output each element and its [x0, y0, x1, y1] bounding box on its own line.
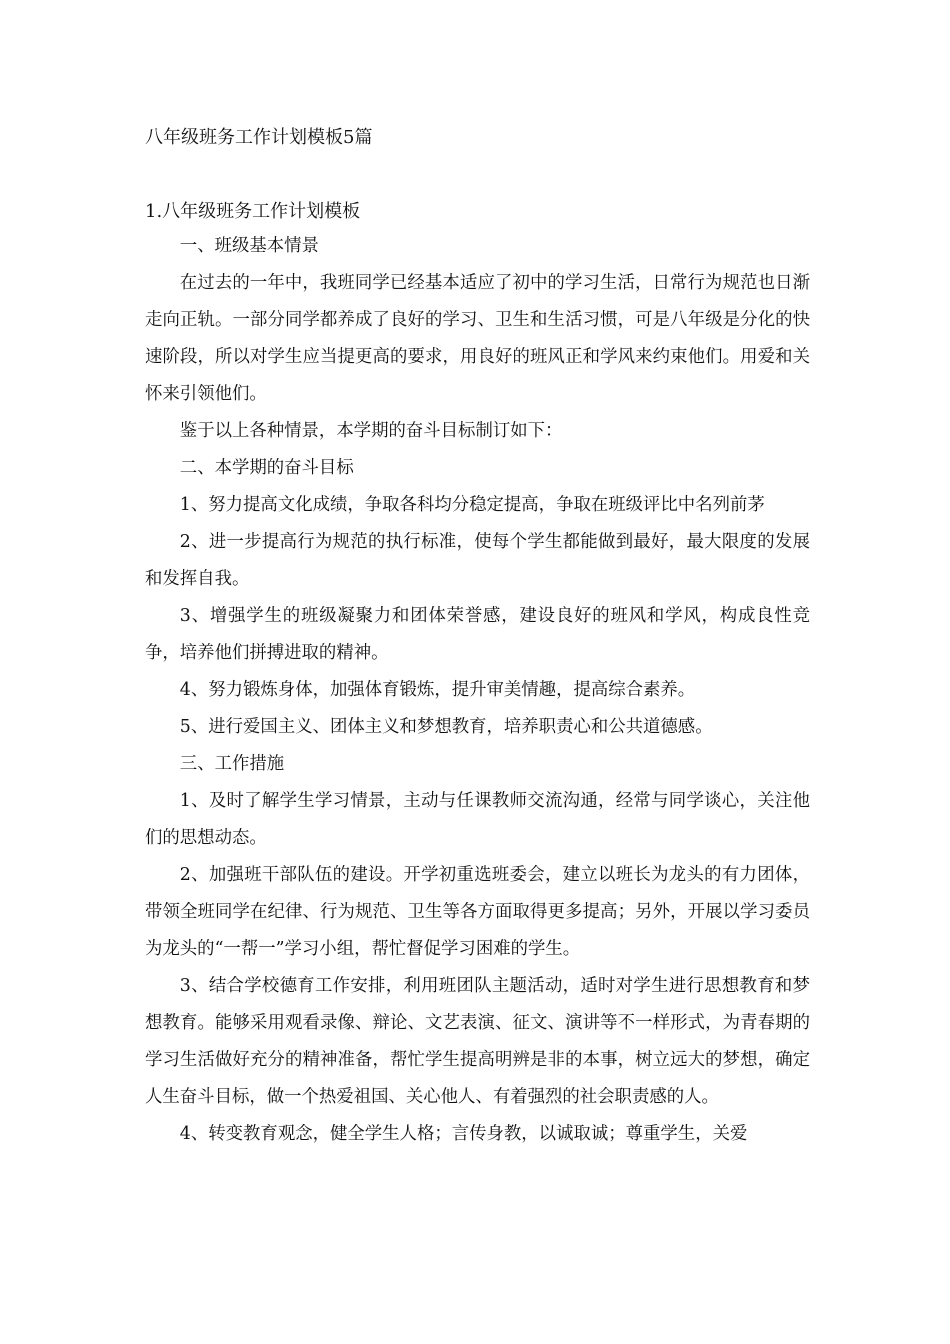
goal-item-2: 2、进一步提高行为规范的执行标准，使每个学生都能做到最好，最大限度的发展和发挥自我。: [145, 532, 810, 589]
heading-goals: 二、本学期的奋斗目标: [179, 458, 354, 478]
measure-item-1: 1、及时了解学生学习情景，主动与任课教师交流沟通，经常与同学谈心，关注他们的思想动态。: [145, 791, 810, 848]
goal-item-5: 5、进行爱国主义、团体主义和梦想教育，培养职责心和公共道德感。: [179, 717, 713, 737]
heading-measures: 三、工作措施: [179, 754, 285, 774]
section-title: 1.八年级班务工作计划模板: [145, 201, 361, 222]
goal-item-3: 3、增强学生的班级凝聚力和团体荣誉感，建设良好的班风和学风，构成良性竞争，培养他们拼搏进取的精神。: [145, 606, 810, 663]
goal-item-4: 4、努力锻炼身体，加强体育锻炼，提升审美情趣，提高综合素养。: [179, 680, 696, 700]
document-body: [145, 228, 810, 1153]
measure-item-2: 2、加强班干部队伍的建设。开学初重选班委会，建立以班长为龙头的有力团体，带领全班同学在纪律、行为规范、卫生等各方面取得更多提高；另外，开展以学习委员为龙头的“一帮一”学习小组，帮忙督促学习困难的学生。: [145, 865, 810, 959]
paragraph-goal-intro: 鉴于以上各种情景，本学期的奋斗目标制订如下：: [179, 421, 563, 441]
goal-item-1: 1、努力提高文化成绩，争取各科均分稳定提高，争取在班级评比中名列前茅: [179, 495, 765, 515]
document-title: 八年级班务工作计划模板5篇: [145, 127, 373, 148]
measure-item-3: 3、结合学校德育工作安排，利用班团队主题活动，适时对学生进行思想教育和梦想教育。能够采用观看录像、辩论、文艺表演、征文、演讲等不一样形式，为青春期的学习生活做好充分的精神准备，帮忙学生提高明辨是非的本事，树立远大的梦想，确定人生奋斗目标，做一个热爱祖国、关心他人、有着强烈的社会职责感的人。: [145, 976, 810, 1107]
heading-basic-situation: 一、班级基本情景: [179, 236, 319, 256]
measure-item-4: 4、转变教育观念，健全学生人格；言传身教，以诚取诚；尊重学生，关爱: [179, 1124, 748, 1144]
paragraph-situation: 在过去的一年中，我班同学已经基本适应了初中的学习生活，日常行为规范也日渐走向正轨。一部分同学都养成了良好的学习、卫生和生活习惯，可是八年级是分化的快速阶段，所以对学生应当提更高的要求，用良好的班风正和学风来约束他们。用爱和关怀来引领他们。: [145, 273, 810, 404]
